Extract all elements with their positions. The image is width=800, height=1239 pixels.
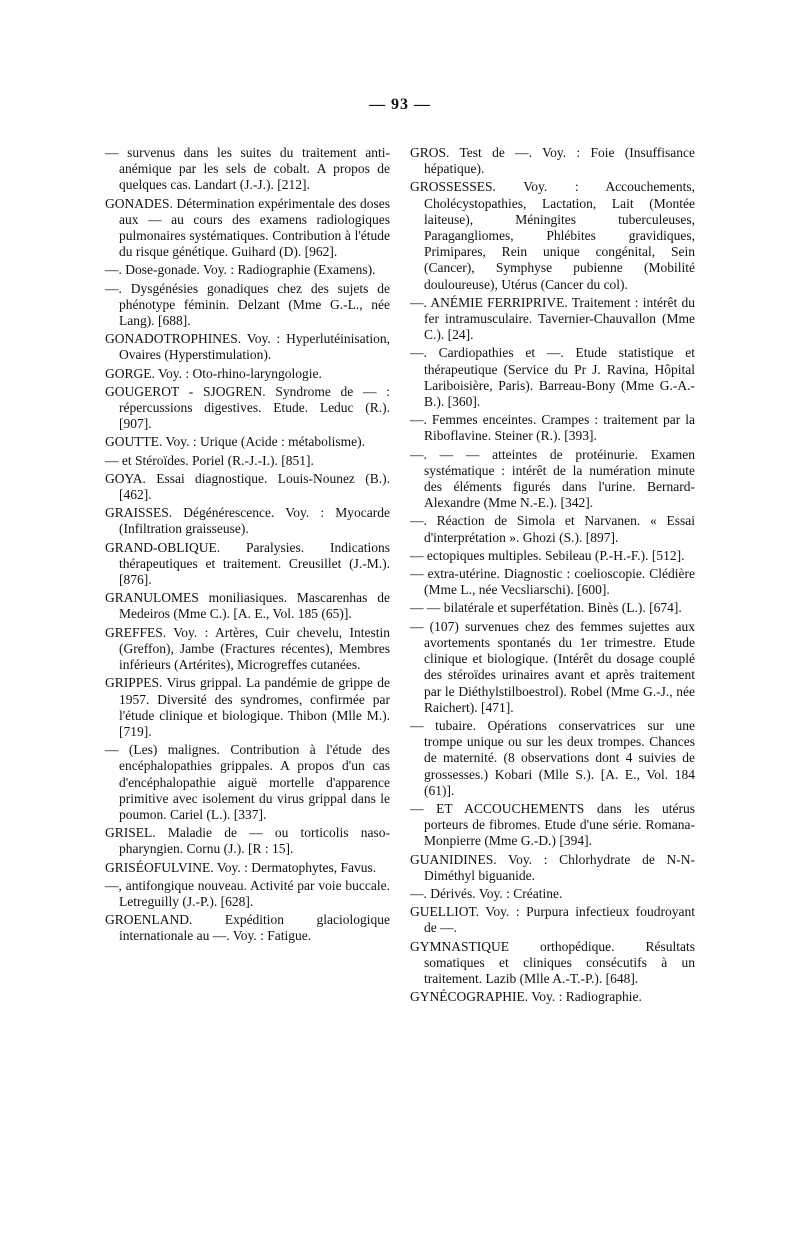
index-entry: — (107) survenues chez des femmes sujettes aux avortements spontanés du 1er trimestre. Etude clinique et biologique. (Intérêt du dosage couplé des stéroïdes urinaires avant et après traitement par le Diéthylstilboestrol). Robel (Mme G.-J., née Raichert). [471]. (410, 618, 695, 715)
index-entry: GOYA. Essai diagnostique. Louis-Nounez (B.). [462]. (105, 470, 390, 503)
page-number: — 93 — (369, 96, 431, 113)
index-entry: GYNÉCOGRAPHIE. Voy. : Radiographie. (410, 989, 642, 1005)
index-entry: —. Dysgénésies gonadiques chez des sujets de phénotype féminin. Delzant (Mme G.-L., née Lang). [688]. (105, 280, 390, 329)
index-entry: — survenus dans les suites du traitement anti-anémique par les sels de cobalt. A propos de quelques cas. Landart (J.-J.). [212]. (105, 145, 390, 193)
index-entry: —. Dérivés. Voy. : Créatine. (410, 885, 563, 901)
index-entry: —. Dose-gonade. Voy. : Radiographie (Examens). (105, 262, 376, 278)
index-entry: GROS. Test de —. Voy. : Foie (Insuffisance hépatique). (410, 145, 695, 177)
index-entry: GRANULOMES moniliasiques. Mascarenhas de Medeiros (Mme C.). [A. E., Vol. 185 (65)]. (105, 590, 390, 622)
index-entry: —. Femmes enceintes. Crampes : traitement par la Riboflavine. Steiner (R.). [393]. (410, 412, 695, 444)
index-entry: — tubaire. Opérations conservatrices sur une trompe unique ou sur les deux trompes. Chances de maternité. (8 observations dont 4 suivies de grossesses.) Kobari (Mlle S.). [A. E., Vol. 184 (61)]. (410, 717, 695, 798)
index-entry: GRISEL. Maladie de — ou torticolis naso-pharyngien. Cornu (J.). [R : 15]. (105, 825, 390, 857)
index-entry: GUANIDINES. Voy. : Chlorhydrate de N-N-Diméthyl biguanide. (410, 851, 695, 883)
left-column (105, 145, 390, 947)
index-entry: —. Réaction de Simola et Narvanen. « Essai d'interprétation ». Ghozi (S.). [897]. (410, 513, 695, 545)
index-entry: GROENLAND. Expédition glaciologique internationale au —. Voy. : Fatigue. (105, 912, 390, 944)
index-entry: GRAND-OBLIQUE. Paralysies. Indications thérapeutiques et traitement. Creusillet (J.-M.). [876]. (105, 539, 390, 588)
index-entry: GONADES. Détermination expérimentale des doses aux — au cours des examens radiologiques pulmonaires systématiques. Contribution à l'étude du risque génétique. Guihard (D). [962]. (105, 195, 390, 260)
index-entry: GUELLIOT. Voy. : Purpura infectieux foudroyant de —. (410, 904, 695, 936)
index-entry: —. ANÉMIE FERRIPRIVE. Traitement : intérêt du fer intramusculaire. Tavernier-Chauvallon (Mme C.). [24]. (410, 294, 695, 343)
index-entry: —. — — atteintes de protéinurie. Examen systématique : intérêt de la numération minute des éléments figurés dans l'urine. Bernard-Alexandre (Mme N.-E.). [342]. (410, 446, 695, 511)
index-entry: — et Stéroïdes. Poriel (R.-J.-I.). [851]. (105, 452, 314, 468)
index-entry: GRIPPES. Virus grippal. La pandémie de grippe de 1957. Diversité des syndromes, confirmée par l'étude clinique et biologique. Thibon (Mlle M.). [719]. (105, 675, 390, 739)
index-entry: GONADOTROPHINES. Voy. : Hyperlutéinisation, Ovaires (Hyperstimulation). (105, 331, 390, 363)
index-entry: — (Les) malignes. Contribution à l'étude des encéphalopathies grippales. A propos d'un cas d'encéphalopathie aiguë mortelle d'apparence primitive avec isolement du virus grippal dans le poumon. Cariel (L.). [337]. (105, 742, 390, 822)
index-entry: GYMNASTIQUE orthopédique. Résultats somatiques et cliniques consécutifs à un traitement. Lazib (Mlle A.-T.-P.). [648]. (410, 938, 695, 986)
index-entry: —, antifongique nouveau. Activité par voie buccale. Letreguilly (J.-P.). [628]. (105, 877, 390, 909)
index-entry: GREFFES. Voy. : Artères, Cuir chevelu, Intestin (Greffon), Jambe (Fractures récentes), Membres inférieurs (Artérites), Microgreffes cutanées. (105, 624, 390, 673)
right-column (410, 145, 695, 1007)
index-entry: GRISÉOFULVINE. Voy. : Dermatophytes, Favus. (105, 859, 377, 875)
index-entry: — — bilatérale et superfétation. Binès (L.). [674]. (410, 600, 682, 616)
index-entry: GOUGEROT - SJOGREN. Syndrome de — : répercussions digestives. Etude. Leduc (R.). [907]. (105, 383, 390, 432)
index-entry: —. Cardiopathies et —. Etude statistique et thérapeutique (Service du Pr J. Ravina, Hôpital Lariboisière, Paris). Barreau-Bony (Mme G.-A.-B.). [360]. (410, 345, 695, 410)
index-entry: — ET ACCOUCHEMENTS dans les utérus porteurs de fibromes. Etude d'une série. Romana-Monpierre (Mme G.-D.) [394]. (410, 800, 695, 849)
index-entry: — ectopiques multiples. Sebileau (P.-H.-F.). [512]. (410, 547, 685, 563)
index-entry: GRAISSES. Dégénérescence. Voy. : Myocarde (Infiltration graisseuse). (105, 505, 390, 537)
index-entry: — extra-utérine. Diagnostic : coelioscopie. Clédière (Mme L., née Vecsliarschi). [600]. (410, 566, 695, 598)
index-entry: GROSSESSES. Voy. : Accouchements, Cholécystopathies, Lactation, Lait (Montée laiteuse), Méningites tuberculeuses, Paragangliomes, Phlébites gravidiques, Primipares, Rein unique congénital, Sein (Cancer), Symphyse pubienne (Mobilité douloureuse), Utérus (Cancer du col). (410, 179, 695, 292)
index-entry: GORGE. Voy. : Oto-rhino-laryngologie. (105, 365, 322, 381)
index-entry: GOUTTE. Voy. : Urique (Acide : métabolisme). (105, 434, 365, 450)
